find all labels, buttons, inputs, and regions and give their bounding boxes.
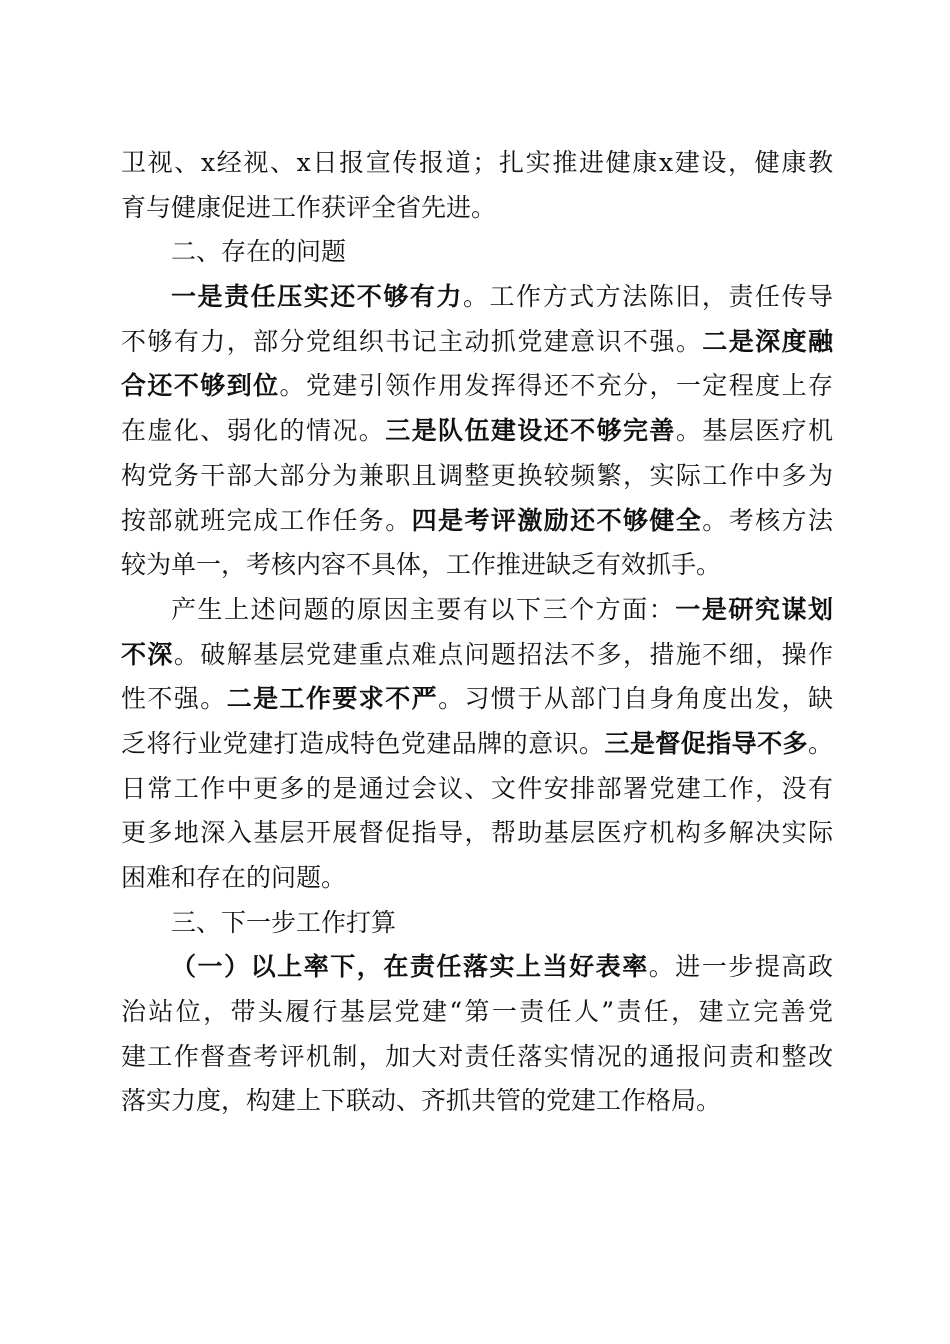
section-heading-problems: 二、存在的问题 <box>171 237 347 267</box>
text-line: 构党务干部大部分为兼职且调整更换较频繁，实际工作中多为 <box>121 460 833 490</box>
bold-phrase: 二是工作要求不严 <box>226 684 439 714</box>
text-line: 卫视、x经视、x日报宣传报道；扎实推进健康x建设，健康教 <box>121 148 833 177</box>
text-line <box>121 633 833 678</box>
text-run: 性不强。 <box>121 684 227 714</box>
bold-phrase: 二是深度融 <box>702 326 833 356</box>
text-line: 建工作督查考评机制，加大对责任落实情况的通报问责和整改 <box>121 1041 833 1071</box>
text-run: 。考核方法 <box>702 505 833 535</box>
bold-phrase: （一）以上率下，在责任落实上当好表率 <box>171 952 649 982</box>
text-line <box>121 364 833 409</box>
text-line <box>121 320 833 365</box>
text-line: 困难和存在的问题。 <box>121 863 347 892</box>
text-line: 育与健康促进工作获评全省先进。 <box>121 192 497 222</box>
text-line <box>121 677 833 722</box>
text-line: 治站位，带头履行基层党建“第一责任人”责任，建立完善党 <box>121 997 833 1027</box>
text-line <box>121 588 833 633</box>
text-run: 。破解基层党建重点难点问题招法不多，措施不细，操作 <box>173 639 833 669</box>
paragraph-continuation <box>121 141 833 230</box>
bold-phrase: 三是队伍建设还不够完善 <box>385 416 676 446</box>
text-line <box>121 945 833 990</box>
bold-phrase: 一是责任压实还不够有力 <box>171 282 463 312</box>
text-run: 按部就班完成工作任务。 <box>121 505 412 535</box>
bold-phrase: 不深 <box>121 639 174 669</box>
text-line <box>121 409 833 454</box>
document-page <box>121 141 833 1124</box>
text-run: 。 <box>807 728 833 758</box>
text-run: 乏将行业党建打造成特色党建品牌的意识。 <box>121 728 605 758</box>
text-run: 。习惯于从部门自身角度出发，缺 <box>438 684 833 714</box>
text-line <box>121 499 833 544</box>
text-line: 落实力度，构建上下联动、齐抓共管的党建工作格局。 <box>121 1086 722 1116</box>
bold-phrase: 合还不够到位 <box>121 371 280 401</box>
paragraph-problems <box>121 275 833 588</box>
section-heading-next-steps: 三、下一步工作打算 <box>171 907 397 937</box>
text-line: 较为单一，考核内容不具体，工作推进缺乏有效抓手。 <box>121 550 722 580</box>
text-run: 产生上述问题的原因主要有以下三个方面： <box>171 594 676 624</box>
text-run: 。党建引领作用发挥得还不充分，一定程度上存 <box>279 371 833 401</box>
bold-phrase: 四是考评激励还不够健全 <box>411 505 703 535</box>
text-run: 。基层医疗机 <box>675 416 833 446</box>
text-line <box>121 275 833 320</box>
text-run: 。进一步提高政 <box>648 952 833 982</box>
bold-phrase: 一是研究谋划 <box>675 594 833 624</box>
paragraph-causes <box>121 588 833 901</box>
text-run: 不够有力，部分党组织书记主动抓党建意识不强。 <box>121 326 703 356</box>
bold-phrase: 三是督促指导不多 <box>604 728 808 758</box>
text-line: 日常工作中更多的是通过会议、文件安排部署党建工作，没有 <box>121 773 833 803</box>
text-run: 在虚化、弱化的情况。 <box>121 416 386 446</box>
text-line: 更多地深入基层开展督促指导，帮助基层医疗机构多解决实际 <box>121 818 833 848</box>
text-line <box>121 722 833 767</box>
text-run: 。工作方式方法陈旧，责任传导 <box>462 282 833 312</box>
paragraph-next-steps <box>121 945 833 1124</box>
